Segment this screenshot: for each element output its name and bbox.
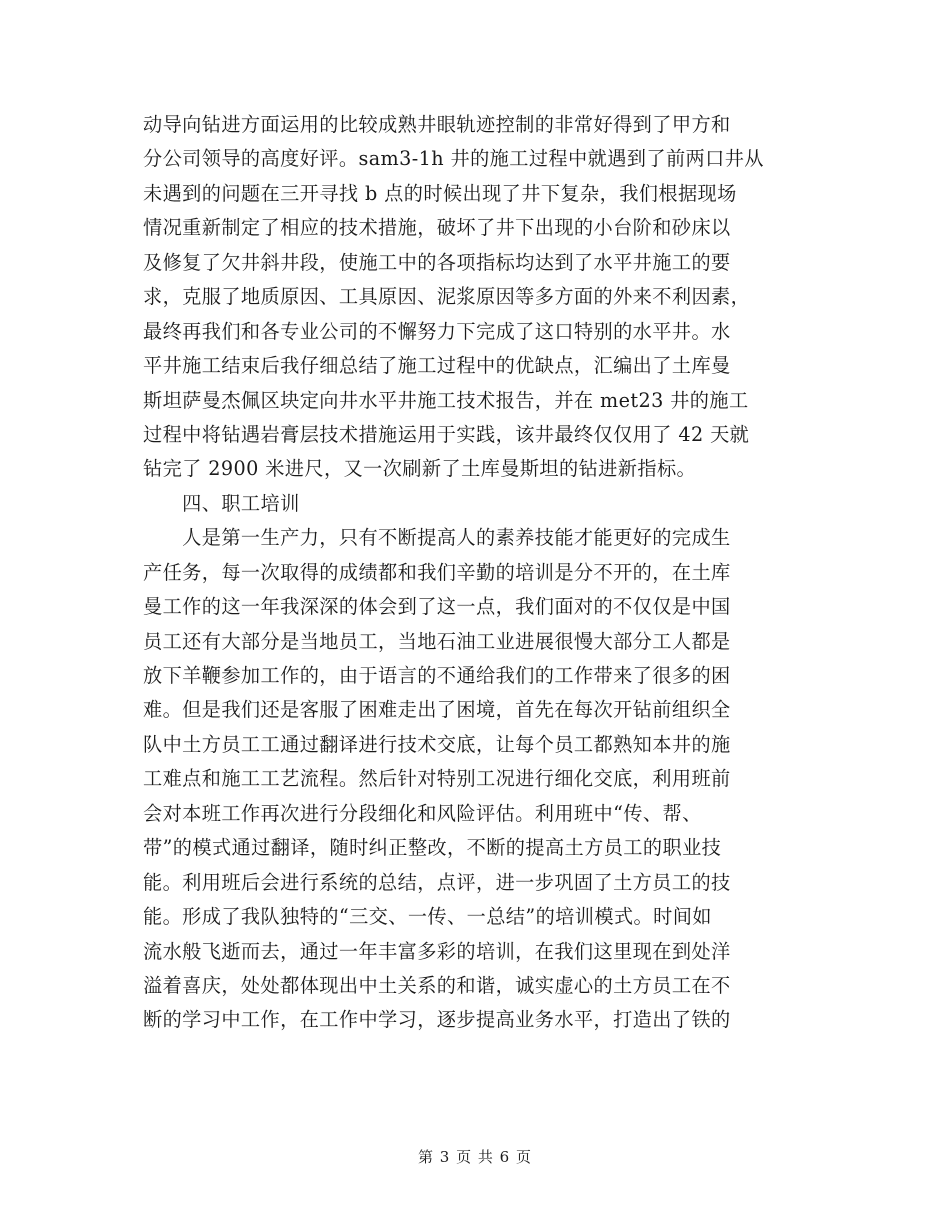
- text-line: 流水般飞逝而去，通过一年丰富多彩的培训，在我们这里现在到处洋: [143, 939, 731, 963]
- text-line: 最终再我们和各专业公司的不懈努力下完成了这口特别的水平井。水: [143, 319, 731, 343]
- text-line: 难。但是我们还是客服了困难走出了困境，首先在每次开钻前组织全: [143, 698, 731, 722]
- text-line: 会对本班工作再次进行分段细化和风险评估。利用班中“传、帮、: [143, 801, 702, 825]
- text-line: 及修复了欠井斜井段，使施工中的各项指标均达到了水平井施工的要: [143, 250, 731, 274]
- text-line: 情况重新制定了相应的技术措施，破坏了井下出现的小台阶和砂床以: [143, 216, 731, 240]
- text-line: 能。利用班后会进行系统的总结，点评，进一步巩固了土方员工的技: [143, 870, 731, 894]
- text-line: 溢着喜庆，处处都体现出中土关系的和谐，诚实虚心的土方员工在不: [143, 973, 731, 997]
- text-line: 人是第一生产力，只有不断提高人的素养技能才能更好的完成生: [143, 526, 731, 550]
- text-line: 曼工作的这一年我深深的体会到了这一点，我们面对的不仅仅是中国: [143, 595, 731, 619]
- text-line: 平井施工结束后我仔细总结了施工过程中的优缺点，汇编出了土库曼: [143, 354, 731, 378]
- text-line: 队中土方员工工通过翻译进行技术交底，让每个员工都熟知本井的施: [143, 732, 731, 756]
- text-line: 斯坦萨曼杰佩区块定向井水平井施工技术报告，并在 met23 井的施工: [143, 388, 749, 412]
- text-line: 产任务，每一次取得的成绩都和我们辛勤的培训是分不开的，在土库: [143, 560, 731, 584]
- text-line: 断的学习中工作，在工作中学习，逐步提高业务水平，打造出了铁的: [143, 1008, 731, 1032]
- page-number-footer: 第 3 页 共 6 页: [418, 1148, 532, 1166]
- text-line: 动导向钻进方面运用的比较成熟井眼轨迹控制的非常好得到了甲方和: [143, 113, 731, 136]
- text-line: 求，克服了地质原因、工具原因、泥浆原因等多方面的外来不利因素，: [143, 285, 751, 309]
- text-line: 放下羊鞭参加工作的，由于语言的不通给我们的工作带来了很多的困: [143, 664, 731, 687]
- section-heading: 四、职工培训: [143, 491, 300, 515]
- text-line: 钻完了 2900 米进尺，又一次刷新了土库曼斯坦的钻进新指标。: [143, 457, 697, 481]
- text-line: 工难点和施工工艺流程。然后针对特别工况进行细化交底，利用班前: [143, 767, 731, 791]
- text-line: 未遇到的问题在三开寻找 b 点的时候出现了井下复杂，我们根据现场: [143, 181, 737, 205]
- text-line: 过程中将钻遇岩膏层技术措施运用于实践，该井最终仅仅用了 42 天就: [143, 422, 750, 446]
- text-line: 能。形成了我队独特的“三交、一传、一总结”的培训模式。时间如: [143, 905, 712, 929]
- text-line: 员工还有大部分是当地员工，当地石油工业进展很慢大部分工人都是: [143, 629, 731, 653]
- text-line: 带”的模式通过翻译，随时纠正整改，不断的提高土方员工的职业技: [143, 836, 722, 860]
- body-text: [143, 108, 813, 1038]
- text-line: 分公司领导的高度好评。sam3-1h 井的施工过程中就遇到了前两口井从: [143, 147, 764, 171]
